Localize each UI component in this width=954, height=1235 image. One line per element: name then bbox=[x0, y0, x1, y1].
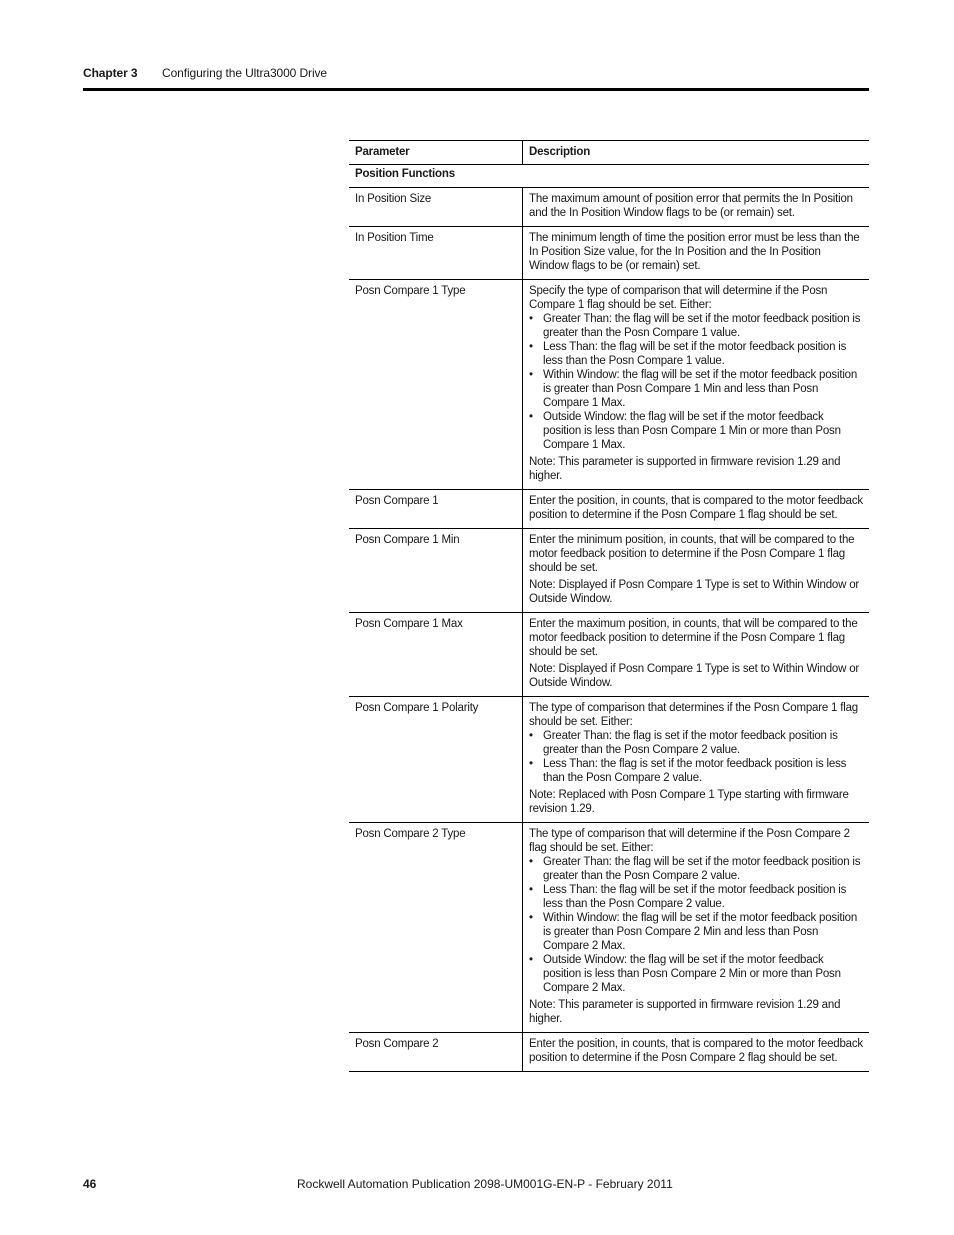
table-row bbox=[349, 188, 869, 227]
parameter-name: Posn Compare 2 Type bbox=[349, 823, 523, 1033]
option-item: • Outside Window: the flag will be set if the motor feedback position is less than Posn Compare 2 Min or more than Posn Compare 2 Max. bbox=[529, 953, 863, 995]
description-note: Note: Displayed if Posn Compare 1 Type is set to Within Window or Outside Window. bbox=[529, 579, 860, 605]
description-text: The maximum amount of position error that permits the In Position and the In Position Window flags to be (or remain) set. bbox=[529, 193, 853, 219]
parameter-description bbox=[523, 280, 870, 490]
option-item: • Within Window: the flag will be set if the motor feedback position is greater than Posn Compare 1 Min and less than Posn Compare 1 Max. bbox=[529, 368, 863, 410]
option-item: • Less Than: the flag will be set if the motor feedback position is less than the Posn Compare 1 value. bbox=[529, 340, 863, 368]
parameter-name: Posn Compare 1 Max bbox=[349, 613, 523, 697]
description-note: Note: Displayed if Posn Compare 1 Type is set to Within Window or Outside Window. bbox=[529, 663, 860, 689]
description-note: Note: This parameter is supported in firmware revision 1.29 and higher. bbox=[529, 999, 841, 1025]
parameter-description bbox=[523, 529, 870, 613]
option-item: • Greater Than: the flag will be set if the motor feedback position is greater than the Posn Compare 2 value. bbox=[529, 855, 863, 883]
page-number: 46 bbox=[83, 1177, 97, 1191]
page-header bbox=[83, 66, 327, 80]
option-list bbox=[529, 312, 863, 452]
table-row bbox=[349, 227, 869, 280]
chapter-label: Chapter 3 bbox=[83, 66, 138, 80]
header-rule bbox=[83, 88, 869, 91]
table-row bbox=[349, 823, 869, 1033]
option-item: • Less Than: the flag is set if the motor feedback position is less than the Posn Compare 2 value. bbox=[529, 757, 863, 785]
option-list bbox=[529, 729, 863, 785]
description-text: The type of comparison that will determine if the Posn Compare 2 flag should be set. Either: bbox=[529, 828, 850, 854]
option-item: • Outside Window: the flag will be set if the motor feedback position is less than Posn Compare 1 Min or more than Posn Compare 1 Max. bbox=[529, 410, 863, 452]
description-text: Specify the type of comparison that will determine if the Posn Compare 1 flag should be set. Either: bbox=[529, 285, 828, 311]
option-list bbox=[529, 855, 863, 995]
parameter-description bbox=[523, 1033, 870, 1072]
table-row bbox=[349, 1033, 869, 1072]
description-text: Enter the position, in counts, that is compared to the motor feedback position to determine if the Posn Compare 2 flag should be set. bbox=[529, 1038, 863, 1064]
parameter-name: Posn Compare 1 Type bbox=[349, 280, 523, 490]
option-item: • Greater Than: the flag will be set if the motor feedback position is greater than the Posn Compare 1 value. bbox=[529, 312, 863, 340]
parameter-description bbox=[523, 490, 870, 529]
table-row bbox=[349, 280, 869, 490]
parameter-table bbox=[349, 140, 869, 1072]
publication-info: Rockwell Automation Publication 2098-UM001G-EN-P - February 2011 bbox=[297, 1177, 673, 1191]
description-text: The minimum length of time the position error must be less than the In Position Size value, for the In Position and the In Position Window flags to be (or remain) set. bbox=[529, 232, 860, 272]
parameter-description bbox=[523, 697, 870, 823]
table-row bbox=[349, 697, 869, 823]
column-header-parameter: Parameter bbox=[349, 141, 523, 165]
table-row bbox=[349, 613, 869, 697]
parameter-name: Posn Compare 1 Polarity bbox=[349, 697, 523, 823]
description-text: Enter the position, in counts, that is compared to the motor feedback position to determine if the Posn Compare 1 flag should be set. bbox=[529, 495, 863, 521]
description-text: The type of comparison that determines if the Posn Compare 1 flag should be set. Either: bbox=[529, 702, 858, 728]
parameter-description bbox=[523, 188, 870, 227]
parameter-name: In Position Time bbox=[349, 227, 523, 280]
parameter-name: Posn Compare 2 bbox=[349, 1033, 523, 1072]
column-header-description: Description bbox=[523, 141, 870, 165]
description-note: Note: This parameter is supported in firmware revision 1.29 and higher. bbox=[529, 456, 841, 482]
table-row bbox=[349, 490, 869, 529]
parameter-description bbox=[523, 823, 870, 1033]
option-item: • Within Window: the flag will be set if the motor feedback position is greater than Posn Compare 2 Min and less than Posn Compare 2 Max. bbox=[529, 911, 863, 953]
parameter-name: In Position Size bbox=[349, 188, 523, 227]
option-item: • Less Than: the flag will be set if the motor feedback position is less than the Posn Compare 2 value. bbox=[529, 883, 863, 911]
table-header-row bbox=[349, 141, 869, 165]
option-item: • Greater Than: the flag is set if the motor feedback position is greater than the Posn Compare 2 value. bbox=[529, 729, 863, 757]
parameter-description bbox=[523, 227, 870, 280]
description-text: Enter the minimum position, in counts, that will be compared to the motor feedback position to determine if the Posn Compare 1 flag should be set. bbox=[529, 534, 855, 574]
section-row bbox=[349, 165, 869, 188]
section-title: Position Functions bbox=[349, 165, 869, 188]
description-text: Enter the maximum position, in counts, that will be compared to the motor feedback position to determine if the Posn Compare 1 flag should be set. bbox=[529, 618, 858, 658]
parameter-name: Posn Compare 1 bbox=[349, 490, 523, 529]
description-note: Note: Replaced with Posn Compare 1 Type starting with firmware revision 1.29. bbox=[529, 789, 849, 815]
chapter-title: Configuring the Ultra3000 Drive bbox=[162, 66, 327, 80]
parameter-name: Posn Compare 1 Min bbox=[349, 529, 523, 613]
table-row bbox=[349, 529, 869, 613]
parameter-description bbox=[523, 613, 870, 697]
